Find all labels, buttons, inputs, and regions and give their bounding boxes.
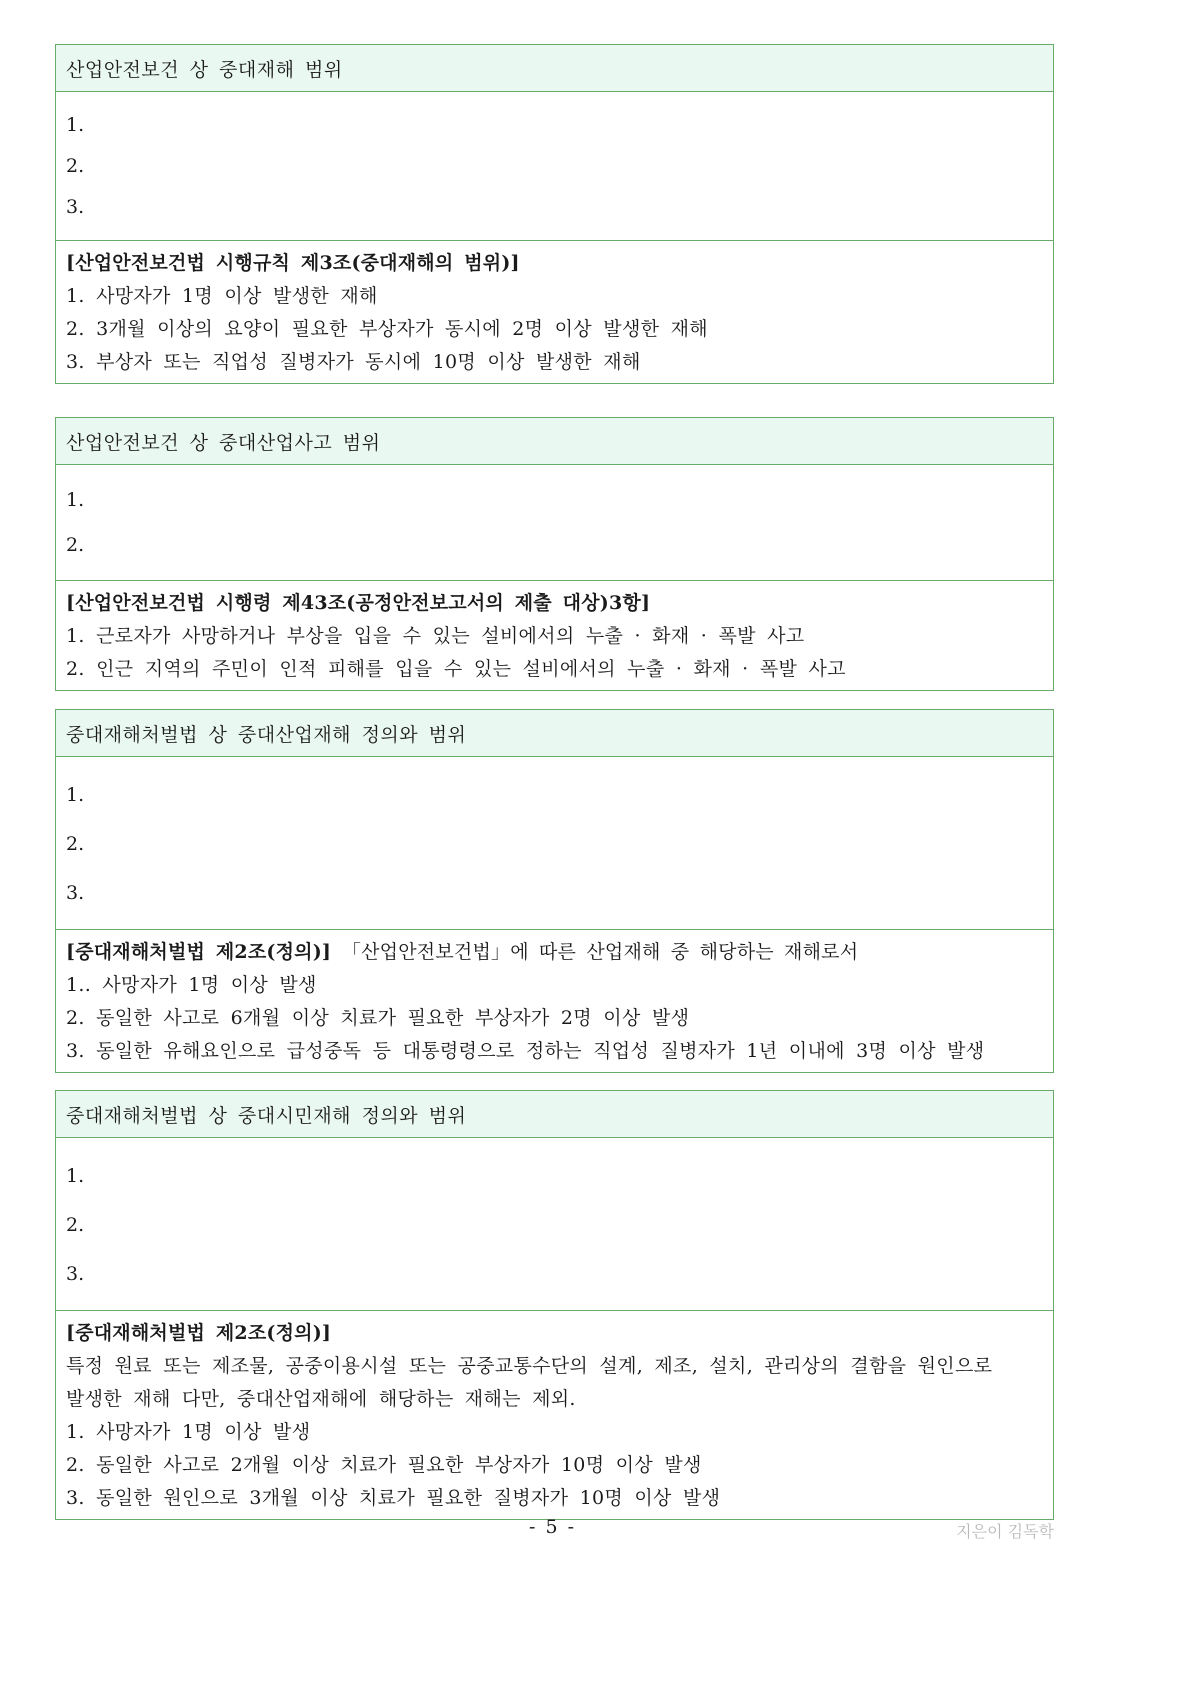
blank-item-2: 2. (66, 534, 85, 556)
reference-line: 1. 사망자가 1명 이상 발생 (66, 1421, 311, 1443)
reference-line: 1. 사망자가 1명 이상 발생한 재해 (66, 285, 378, 307)
reference-title: [산업안전보건법 시행규칙 제3조(중대재해의 범위)] (66, 252, 520, 274)
reference-block (56, 930, 1053, 1072)
blank-item-1: 1. (66, 784, 85, 806)
blank-answer-area (56, 1138, 1053, 1311)
reference-line: 2. 인근 지역의 주민이 인적 피해를 입을 수 있는 설비에서의 누출 · 화재 · 폭발 사고 (66, 658, 846, 680)
blank-item-3: 3. (66, 1263, 85, 1285)
blank-item-1: 1. (66, 1165, 85, 1187)
blank-item-3: 3. (66, 882, 85, 904)
author-credit: 지은이 김독학 (956, 1522, 1054, 1541)
section-serious-civil-disaster-definition (55, 1090, 1054, 1520)
reference-line: 1. 근로자가 사망하거나 부상을 입을 수 있는 설비에서의 누출 · 화재 · 폭발 사고 (66, 625, 805, 647)
reference-line: 2. 동일한 사고로 6개월 이상 치료가 필요한 부상자가 2명 이상 발생 (66, 1007, 690, 1029)
blank-item-2: 2. (66, 833, 85, 855)
reference-title: [산업안전보건법 시행령 제43조(공정안전보고서의 제출 대상)3항] (66, 592, 651, 614)
section-serious-accident-scope (55, 44, 1054, 384)
reference-title: [중대재해처벌법 제2조(정의)] (66, 1322, 332, 1344)
reference-line: 3. 동일한 유해요인으로 급성중독 등 대통령령으로 정하는 직업성 질병자가 1년 이내에 3명 이상 발생 (66, 1040, 985, 1062)
blank-item-2: 2. (66, 155, 85, 177)
reference-line: 3. 부상자 또는 직업성 질병자가 동시에 10명 이상 발생한 재해 (66, 351, 641, 373)
reference-line: 발생한 재해 다만, 중대산업재해에 해당하는 재해는 제외. (66, 1388, 576, 1410)
reference-line: 2. 3개월 이상의 요양이 필요한 부상자가 동시에 2명 이상 발생한 재해 (66, 318, 708, 340)
reference-block (56, 241, 1053, 383)
reference-block (56, 581, 1053, 690)
reference-line: 특정 원료 또는 제조물, 공중이용시설 또는 공중교통수단의 설계, 제조, 설치, 관리상의 결함을 원인으로 (66, 1355, 993, 1377)
blank-item-1: 1. (66, 489, 85, 511)
section-header: 산업안전보건 상 중대산업사고 범위 (56, 418, 1053, 465)
section-header: 중대재해처벌법 상 중대산업재해 정의와 범위 (56, 710, 1053, 757)
blank-item-2: 2. (66, 1214, 85, 1236)
blank-answer-area (56, 92, 1053, 241)
blank-item-3: 3. (66, 196, 85, 218)
reference-line: 3. 동일한 원인으로 3개월 이상 치료가 필요한 질병자가 10명 이상 발생 (66, 1487, 721, 1509)
reference-intro: 「산업안전보건법」에 따른 산업재해 중 해당하는 재해로서 (341, 941, 859, 963)
blank-item-1: 1. (66, 114, 85, 136)
reference-line: 2. 동일한 사고로 2개월 이상 치료가 필요한 부상자가 10명 이상 발생 (66, 1454, 702, 1476)
section-header: 중대재해처벌법 상 중대시민재해 정의와 범위 (56, 1091, 1053, 1138)
reference-block (56, 1311, 1053, 1519)
section-header: 산업안전보건 상 중대재해 범위 (56, 45, 1053, 92)
reference-title-bold: [중대재해처벌법 제2조(정의)] (66, 941, 332, 963)
reference-title (66, 936, 1043, 969)
reference-line: 1.. 사망자가 1명 이상 발생 (66, 974, 317, 996)
blank-answer-area (56, 757, 1053, 930)
page-number: - 5 - (528, 1516, 576, 1538)
section-serious-industrial-accident-scope (55, 417, 1054, 691)
section-serious-industrial-disaster-definition (55, 709, 1054, 1073)
blank-answer-area (56, 465, 1053, 581)
